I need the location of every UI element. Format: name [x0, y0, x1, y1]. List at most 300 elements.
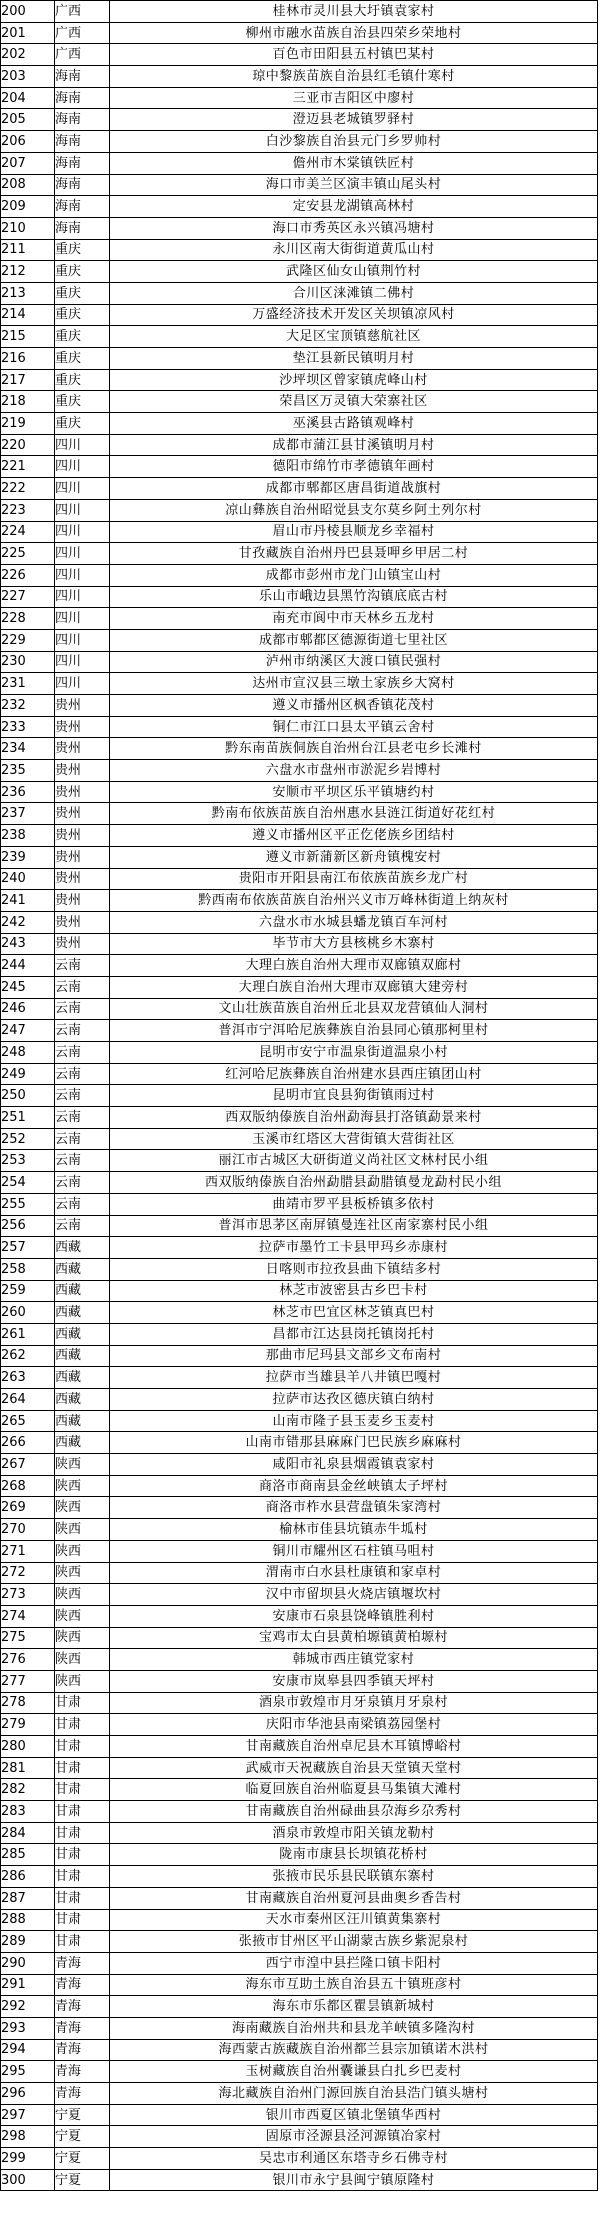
table-row — [1, 348, 598, 370]
table-row — [1, 1085, 598, 1107]
row-number: 207 — [1, 152, 55, 174]
table-row — [1, 1822, 598, 1844]
row-number: 230 — [1, 651, 55, 673]
village-name-cell: 曲靖市罗平县板桥镇多依村 — [110, 1193, 598, 1215]
row-number: 202 — [1, 44, 55, 66]
village-name-cell: 六盘水市水城县蟠龙镇百车河村 — [110, 911, 598, 933]
row-number: 269 — [1, 1497, 55, 1519]
table-row — [1, 2061, 598, 2083]
province-cell: 西藏 — [55, 1258, 110, 1280]
row-number: 295 — [1, 2061, 55, 2083]
village-name-cell: 张掖市民乐县民联镇东寨村 — [110, 1866, 598, 1888]
province-cell: 四川 — [55, 651, 110, 673]
table-row — [1, 1562, 598, 1584]
row-number: 280 — [1, 1736, 55, 1758]
row-number: 219 — [1, 413, 55, 435]
village-name-cell: 海口市秀英区永兴镇冯塘村 — [110, 217, 598, 239]
province-cell: 海南 — [55, 196, 110, 218]
row-number: 235 — [1, 760, 55, 782]
table-row — [1, 1323, 598, 1345]
row-number: 238 — [1, 825, 55, 847]
village-name-cell: 汉中市留坝县火烧店镇堰坎村 — [110, 1584, 598, 1606]
province-cell: 云南 — [55, 1172, 110, 1194]
village-name-cell: 酒泉市敦煌市月牙泉镇月牙泉村 — [110, 1692, 598, 1714]
table-row — [1, 1020, 598, 1042]
table-row — [1, 1649, 598, 1671]
village-name-cell: 成都市郫都区德源街道七里社区 — [110, 629, 598, 651]
table-row — [1, 586, 598, 608]
village-name-cell: 普洱市思茅区南屏镇曼连社区南家寨村民小组 — [110, 1215, 598, 1237]
table-row — [1, 1779, 598, 1801]
province-cell: 重庆 — [55, 261, 110, 283]
row-number: 279 — [1, 1714, 55, 1736]
village-name-cell: 安康市石泉县饶峰镇胜利村 — [110, 1605, 598, 1627]
row-number: 255 — [1, 1193, 55, 1215]
village-name-cell: 日喀则市拉孜县曲下镇结多村 — [110, 1258, 598, 1280]
province-cell: 甘肃 — [55, 1822, 110, 1844]
village-name-cell: 拉萨市墨竹工卡县甲玛乡赤康村 — [110, 1237, 598, 1259]
village-name-cell: 白沙黎族自治县元门乡罗帅村 — [110, 131, 598, 153]
table-row — [1, 976, 598, 998]
row-number: 224 — [1, 521, 55, 543]
table-row — [1, 1584, 598, 1606]
row-number: 270 — [1, 1519, 55, 1541]
table-body — [1, 1, 598, 2191]
village-name-cell: 安顺市平坝区乐平镇塘约村 — [110, 781, 598, 803]
province-cell: 甘肃 — [55, 1931, 110, 1953]
province-cell: 四川 — [55, 673, 110, 695]
province-cell: 西藏 — [55, 1367, 110, 1389]
province-cell: 青海 — [55, 1996, 110, 2018]
row-number: 244 — [1, 955, 55, 977]
table-row — [1, 521, 598, 543]
table-row — [1, 1974, 598, 1996]
province-cell: 重庆 — [55, 391, 110, 413]
table-row — [1, 1909, 598, 1931]
province-cell: 西藏 — [55, 1389, 110, 1411]
table-row — [1, 1432, 598, 1454]
table-row — [1, 196, 598, 218]
village-name-cell: 德阳市绵竹市孝德镇年画村 — [110, 456, 598, 478]
row-number: 200 — [1, 1, 55, 23]
village-name-cell: 海北藏族自治州门源回族自治县浩门镇头塘村 — [110, 2083, 598, 2105]
row-number: 278 — [1, 1692, 55, 1714]
village-name-cell: 成都市彭州市龙门山镇宝山村 — [110, 564, 598, 586]
table-row — [1, 1215, 598, 1237]
table-row — [1, 673, 598, 695]
village-name-cell: 海东市互助土族自治县五十镇班彦村 — [110, 1974, 598, 1996]
province-cell: 西藏 — [55, 1323, 110, 1345]
village-name-cell: 榆林市佳县坑镇赤牛坬村 — [110, 1519, 598, 1541]
village-name-cell: 咸阳市礼泉县烟霞镇袁家村 — [110, 1454, 598, 1476]
province-cell: 陕西 — [55, 1605, 110, 1627]
row-number: 214 — [1, 304, 55, 326]
province-cell: 广西 — [55, 1, 110, 23]
province-cell: 甘肃 — [55, 1779, 110, 1801]
row-number: 256 — [1, 1215, 55, 1237]
row-number: 245 — [1, 976, 55, 998]
village-name-cell: 文山壮族苗族自治州丘北县双龙营镇仙人洞村 — [110, 998, 598, 1020]
row-number: 260 — [1, 1302, 55, 1324]
village-name-cell: 桂林市灵川县大圩镇袁家村 — [110, 1, 598, 23]
village-name-cell: 普洱市宁洱哈尼族彝族自治县同心镇那柯里村 — [110, 1020, 598, 1042]
province-cell: 重庆 — [55, 326, 110, 348]
province-cell: 广西 — [55, 44, 110, 66]
row-number: 267 — [1, 1454, 55, 1476]
table-row — [1, 261, 598, 283]
province-cell: 四川 — [55, 608, 110, 630]
province-cell: 甘肃 — [55, 1887, 110, 1909]
village-name-cell: 玉树藏族自治州囊谦县白扎乡巴麦村 — [110, 2061, 598, 2083]
table-row — [1, 1128, 598, 1150]
table-row — [1, 564, 598, 586]
table-row — [1, 1866, 598, 1888]
province-cell: 云南 — [55, 1063, 110, 1085]
row-number: 291 — [1, 1974, 55, 1996]
province-cell: 西藏 — [55, 1280, 110, 1302]
table-row — [1, 2148, 598, 2170]
row-number: 286 — [1, 1866, 55, 1888]
village-name-cell: 西宁市湟中县拦隆口镇卡阳村 — [110, 1952, 598, 1974]
province-cell: 四川 — [55, 478, 110, 500]
province-cell: 西藏 — [55, 1432, 110, 1454]
row-number: 233 — [1, 716, 55, 738]
province-cell: 云南 — [55, 976, 110, 998]
table-row — [1, 413, 598, 435]
row-number: 205 — [1, 109, 55, 131]
row-number: 216 — [1, 348, 55, 370]
table-row — [1, 1150, 598, 1172]
row-number: 300 — [1, 2169, 55, 2191]
table-row — [1, 1389, 598, 1411]
village-name-cell: 武威市天祝藏族自治县天堂镇天堂村 — [110, 1757, 598, 1779]
province-cell: 云南 — [55, 1128, 110, 1150]
table-row — [1, 1258, 598, 1280]
row-number: 276 — [1, 1649, 55, 1671]
province-cell: 陕西 — [55, 1649, 110, 1671]
village-name-cell: 遵义市播州区枫香镇花茂村 — [110, 695, 598, 717]
village-name-cell: 百色市田阳县五村镇巴某村 — [110, 44, 598, 66]
province-cell: 海南 — [55, 131, 110, 153]
province-cell: 贵州 — [55, 825, 110, 847]
village-name-cell: 山南市错那县麻麻门巴民族乡麻麻村 — [110, 1432, 598, 1454]
row-number: 231 — [1, 673, 55, 695]
row-number: 287 — [1, 1887, 55, 1909]
table-row — [1, 2017, 598, 2039]
table-row — [1, 608, 598, 630]
table-row — [1, 911, 598, 933]
province-cell: 西藏 — [55, 1345, 110, 1367]
table-row — [1, 456, 598, 478]
village-name-cell: 遵义市新蒲新区新舟镇槐安村 — [110, 846, 598, 868]
row-number: 275 — [1, 1627, 55, 1649]
village-name-cell: 大足区宝顶镇慈航社区 — [110, 326, 598, 348]
table-row — [1, 304, 598, 326]
table-row — [1, 846, 598, 868]
village-name-cell: 乐山市峨边县黑竹沟镇底底古村 — [110, 586, 598, 608]
province-cell: 贵州 — [55, 868, 110, 890]
village-name-cell: 玉溪市红塔区大营街镇大营街社区 — [110, 1128, 598, 1150]
row-number: 264 — [1, 1389, 55, 1411]
table-row — [1, 781, 598, 803]
province-cell: 重庆 — [55, 304, 110, 326]
village-name-cell: 拉萨市当雄县羊八井镇巴嘎村 — [110, 1367, 598, 1389]
province-cell: 云南 — [55, 998, 110, 1020]
province-cell: 海南 — [55, 66, 110, 88]
table-row — [1, 1714, 598, 1736]
table-row — [1, 2083, 598, 2105]
province-cell: 青海 — [55, 2039, 110, 2061]
row-number: 268 — [1, 1475, 55, 1497]
village-name-cell: 泸州市纳溪区大渡口镇民强村 — [110, 651, 598, 673]
row-number: 237 — [1, 803, 55, 825]
row-number: 243 — [1, 933, 55, 955]
row-number: 293 — [1, 2017, 55, 2039]
row-number: 262 — [1, 1345, 55, 1367]
village-name-cell: 沙坪坝区曾家镇虎峰山村 — [110, 369, 598, 391]
province-cell: 青海 — [55, 2083, 110, 2105]
table-row — [1, 152, 598, 174]
row-number: 208 — [1, 174, 55, 196]
village-name-cell: 昆明市宜良县狗街镇雨过村 — [110, 1085, 598, 1107]
village-name-cell: 红河哈尼族彝族自治州建水县西庄镇团山村 — [110, 1063, 598, 1085]
province-cell: 贵州 — [55, 846, 110, 868]
row-number: 250 — [1, 1085, 55, 1107]
village-name-cell: 昌都市江达县岗托镇岗托村 — [110, 1323, 598, 1345]
table-row — [1, 2104, 598, 2126]
row-number: 299 — [1, 2148, 55, 2170]
table-row — [1, 1540, 598, 1562]
village-name-cell: 六盘水市盘州市淤泥乡岩博村 — [110, 760, 598, 782]
province-cell: 云南 — [55, 1042, 110, 1064]
row-number: 257 — [1, 1237, 55, 1259]
province-cell: 四川 — [55, 629, 110, 651]
village-name-cell: 海口市美兰区演丰镇山尾头村 — [110, 174, 598, 196]
row-number: 292 — [1, 1996, 55, 2018]
province-cell: 贵州 — [55, 911, 110, 933]
province-cell: 重庆 — [55, 413, 110, 435]
province-cell: 贵州 — [55, 781, 110, 803]
village-name-cell: 黔西南布依族苗族自治州兴义市万峰林街道上纳灰村 — [110, 890, 598, 912]
row-number: 225 — [1, 543, 55, 565]
village-name-cell: 宝鸡市太白县黄柏塬镇黄柏塬村 — [110, 1627, 598, 1649]
province-cell: 陕西 — [55, 1475, 110, 1497]
village-name-cell: 庆阳市华池县南梁镇荔园堡村 — [110, 1714, 598, 1736]
row-number: 241 — [1, 890, 55, 912]
row-number: 273 — [1, 1584, 55, 1606]
table-row — [1, 109, 598, 131]
row-number: 232 — [1, 695, 55, 717]
row-number: 258 — [1, 1258, 55, 1280]
row-number: 223 — [1, 499, 55, 521]
village-name-cell: 海南藏族自治州共和县龙羊峡镇多隆沟村 — [110, 2017, 598, 2039]
village-name-cell: 凉山彝族自治州昭觉县支尔莫乡阿土列尔村 — [110, 499, 598, 521]
row-number: 283 — [1, 1801, 55, 1823]
table-row — [1, 1410, 598, 1432]
row-number: 212 — [1, 261, 55, 283]
table-row — [1, 1237, 598, 1259]
table-row — [1, 1, 598, 23]
table-row — [1, 1931, 598, 1953]
village-name-cell: 遵义市播州区平正仡佬族乡团结村 — [110, 825, 598, 847]
province-cell: 陕西 — [55, 1562, 110, 1584]
province-cell: 四川 — [55, 521, 110, 543]
village-name-cell: 拉萨市达孜区德庆镇白纳村 — [110, 1389, 598, 1411]
province-cell: 重庆 — [55, 282, 110, 304]
village-name-cell: 琼中黎族苗族自治县红毛镇什寒村 — [110, 66, 598, 88]
table-row — [1, 1107, 598, 1129]
row-number: 284 — [1, 1822, 55, 1844]
table-row — [1, 174, 598, 196]
table-row — [1, 1193, 598, 1215]
province-cell: 贵州 — [55, 695, 110, 717]
table-row — [1, 1996, 598, 2018]
village-name-cell: 山南市隆子县玉麦乡玉麦村 — [110, 1410, 598, 1432]
table-row — [1, 629, 598, 651]
table-row — [1, 66, 598, 88]
province-cell: 四川 — [55, 456, 110, 478]
row-number: 253 — [1, 1150, 55, 1172]
province-cell: 甘肃 — [55, 1692, 110, 1714]
table-row — [1, 868, 598, 890]
province-cell: 甘肃 — [55, 1909, 110, 1931]
province-cell: 甘肃 — [55, 1714, 110, 1736]
province-cell: 甘肃 — [55, 1844, 110, 1866]
table-row — [1, 1367, 598, 1389]
village-name-cell: 儋州市木棠镇铁匠村 — [110, 152, 598, 174]
table-row — [1, 369, 598, 391]
province-cell: 云南 — [55, 1215, 110, 1237]
province-cell: 陕西 — [55, 1627, 110, 1649]
table-row — [1, 1172, 598, 1194]
province-cell: 重庆 — [55, 239, 110, 261]
province-cell: 海南 — [55, 87, 110, 109]
province-cell: 四川 — [55, 586, 110, 608]
table-row — [1, 217, 598, 239]
row-number: 285 — [1, 1844, 55, 1866]
village-name-cell: 定安县龙湖镇高林村 — [110, 196, 598, 218]
row-number: 282 — [1, 1779, 55, 1801]
row-number: 213 — [1, 282, 55, 304]
village-name-cell: 铜川市耀州区石柱镇马咀村 — [110, 1540, 598, 1562]
village-name-cell: 商洛市商南县金丝峡镇太子坪村 — [110, 1475, 598, 1497]
village-name-cell: 永川区南大街街道黄瓜山村 — [110, 239, 598, 261]
row-number: 294 — [1, 2039, 55, 2061]
province-cell: 陕西 — [55, 1454, 110, 1476]
province-cell: 青海 — [55, 1952, 110, 1974]
table-row — [1, 1475, 598, 1497]
province-cell: 宁夏 — [55, 2126, 110, 2148]
table-row — [1, 1063, 598, 1085]
row-number: 203 — [1, 66, 55, 88]
row-number: 297 — [1, 2104, 55, 2126]
row-number: 265 — [1, 1410, 55, 1432]
village-name-cell: 甘南藏族自治州碌曲县尕海乡尕秀村 — [110, 1801, 598, 1823]
table-row — [1, 499, 598, 521]
row-number: 206 — [1, 131, 55, 153]
row-number: 234 — [1, 738, 55, 760]
village-name-cell: 甘南藏族自治州卓尼县木耳镇博峪村 — [110, 1736, 598, 1758]
village-name-cell: 成都市郫都区唐昌街道战旗村 — [110, 478, 598, 500]
province-cell: 云南 — [55, 1150, 110, 1172]
row-number: 226 — [1, 564, 55, 586]
village-name-cell: 三亚市吉阳区中廖村 — [110, 87, 598, 109]
village-name-cell: 林芝市巴宜区林芝镇真巴村 — [110, 1302, 598, 1324]
village-name-cell: 商洛市柞水县营盘镇朱家湾村 — [110, 1497, 598, 1519]
village-name-cell: 大理白族自治州大理市双廊镇大建旁村 — [110, 976, 598, 998]
village-name-cell: 渭南市白水县杜康镇和家卓村 — [110, 1562, 598, 1584]
village-name-cell: 达州市宣汉县三墩土家族乡大窝村 — [110, 673, 598, 695]
province-cell: 宁夏 — [55, 2169, 110, 2191]
table-row — [1, 955, 598, 977]
row-number: 210 — [1, 217, 55, 239]
row-number: 289 — [1, 1931, 55, 1953]
province-cell: 云南 — [55, 955, 110, 977]
table-row — [1, 87, 598, 109]
row-number: 239 — [1, 846, 55, 868]
row-number: 266 — [1, 1432, 55, 1454]
province-cell: 四川 — [55, 543, 110, 565]
row-number: 222 — [1, 478, 55, 500]
table-row — [1, 1844, 598, 1866]
row-number: 263 — [1, 1367, 55, 1389]
village-name-cell: 吴忠市利通区东塔寺乡石佛寺村 — [110, 2148, 598, 2170]
province-cell: 重庆 — [55, 348, 110, 370]
row-number: 272 — [1, 1562, 55, 1584]
table-row — [1, 825, 598, 847]
table-row — [1, 1497, 598, 1519]
table-row — [1, 131, 598, 153]
village-name-cell: 海东市乐都区瞿昙镇新城村 — [110, 1996, 598, 2018]
village-name-cell: 天水市秦州区汪川镇黄集寨村 — [110, 1909, 598, 1931]
village-name-cell: 银川市永宁县闽宁镇原隆村 — [110, 2169, 598, 2191]
table-row — [1, 933, 598, 955]
village-name-cell: 巫溪县古路镇观峰村 — [110, 413, 598, 435]
province-cell: 甘肃 — [55, 1736, 110, 1758]
village-name-cell: 昆明市安宁市温泉街道温泉小村 — [110, 1042, 598, 1064]
village-name-cell: 银川市西夏区镇北堡镇华西村 — [110, 2104, 598, 2126]
province-cell: 甘肃 — [55, 1801, 110, 1823]
row-number: 254 — [1, 1172, 55, 1194]
row-number: 209 — [1, 196, 55, 218]
village-name-cell: 贵阳市开阳县南江布依族苗族乡龙广村 — [110, 868, 598, 890]
table-row — [1, 1887, 598, 1909]
row-number: 201 — [1, 22, 55, 44]
row-number: 274 — [1, 1605, 55, 1627]
province-cell: 贵州 — [55, 738, 110, 760]
province-cell: 云南 — [55, 1020, 110, 1042]
table-row — [1, 1042, 598, 1064]
village-name-cell: 海西蒙古族藏族自治州都兰县宗加镇诺木洪村 — [110, 2039, 598, 2061]
table-row — [1, 2169, 598, 2191]
row-number: 242 — [1, 911, 55, 933]
row-number: 227 — [1, 586, 55, 608]
table-row — [1, 1692, 598, 1714]
village-name-cell: 毕节市大方县核桃乡木寨村 — [110, 933, 598, 955]
table-row — [1, 1345, 598, 1367]
row-number: 288 — [1, 1909, 55, 1931]
province-cell: 海南 — [55, 152, 110, 174]
row-number: 298 — [1, 2126, 55, 2148]
province-cell: 甘肃 — [55, 1757, 110, 1779]
province-cell: 青海 — [55, 1974, 110, 1996]
row-number: 246 — [1, 998, 55, 1020]
table-row — [1, 1670, 598, 1692]
table-row — [1, 326, 598, 348]
row-number: 228 — [1, 608, 55, 630]
province-cell: 青海 — [55, 2061, 110, 2083]
province-cell: 陕西 — [55, 1519, 110, 1541]
